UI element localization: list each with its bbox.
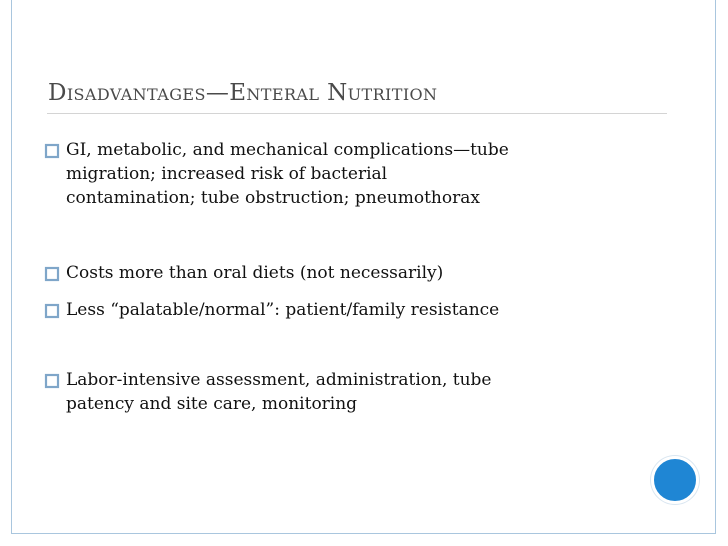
bullet-line: Less “palatable/normal”: patient/family resistance (66, 300, 500, 320)
hollow-square-bullet-icon (44, 303, 60, 319)
frame-left-border (11, 0, 12, 534)
bullet-line: GI, metabolic, and mechanical complications—tube (66, 140, 509, 160)
blue-circle-icon (651, 456, 699, 504)
bullet-text (66, 298, 626, 322)
bullet-text (66, 368, 626, 416)
frame-right-border (715, 0, 716, 534)
bullet-text (66, 138, 626, 210)
slide-title: Disadvantages—Enteral Nutrition (48, 80, 438, 106)
hollow-square-bullet-icon (44, 143, 60, 159)
hollow-square-bullet-icon (44, 266, 60, 282)
bullet-text (66, 261, 626, 285)
bullet-line: Labor-intensive assessment, administration, tube (66, 370, 492, 390)
bullet-line: contamination; tube obstruction; pneumothorax (66, 188, 480, 208)
title-divider (47, 113, 667, 114)
bullet-line: migration; increased risk of bacterial (66, 164, 388, 184)
hollow-square-bullet-icon (44, 373, 60, 389)
bullet-line: Costs more than oral diets (not necessarily) (66, 263, 444, 283)
bullet-line: patency and site care, monitoring (66, 394, 358, 414)
frame-bottom-border (11, 533, 716, 534)
